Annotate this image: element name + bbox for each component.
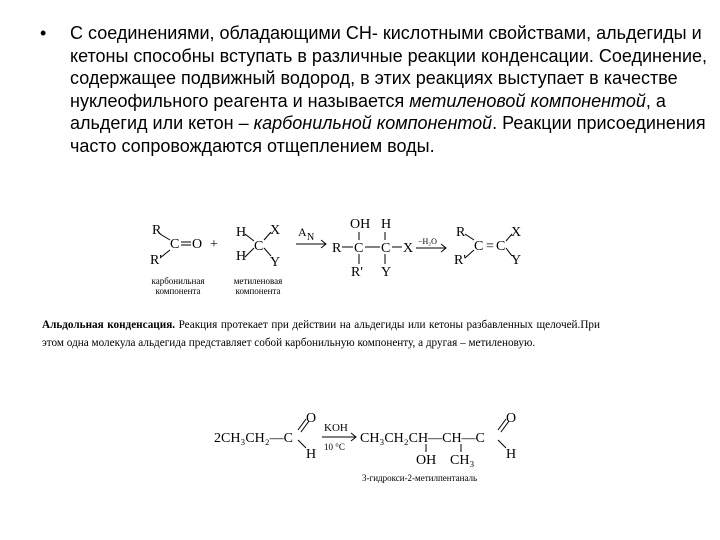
aldol-paragraph: [42, 316, 600, 352]
methylene-y: Y: [270, 255, 281, 270]
intermediate-oh: OH: [350, 217, 371, 232]
intro-text-1: С соединениями, обладающими СН- кислотными свойствами, альдегиды и кетоны способны вступать в различные реакции конденсации. Соединение, содержащее подвижный водород, в этих реакциях выступает в качестве нуклеофильного реагента и называется: [70, 23, 708, 111]
reactant-o: O: [306, 411, 317, 426]
methylene-label-line2: компонента: [235, 286, 281, 296]
methylene-h1: H: [236, 225, 247, 240]
product-formula: CH₃CH₂CH—CH—C: [360, 431, 485, 446]
condensation-scheme: [140, 208, 560, 304]
carbonyl-r-prime: R': [150, 253, 162, 268]
intermediate-r-prime: R': [351, 265, 363, 280]
carbonyl-o: O: [192, 237, 203, 252]
methylene-label-line1: метиленовая: [233, 276, 283, 286]
product-o: O: [506, 411, 517, 426]
product-name: 3-гидрокси-2-метилпентаналь: [362, 473, 478, 483]
intro-text-2: , а альдегид или кетон –: [70, 90, 666, 133]
product-r-prime: R': [454, 253, 466, 268]
carbonyl-r: R: [152, 223, 162, 238]
term-methylene-component: метиленовой компонентой: [409, 90, 646, 111]
product-c1: C: [474, 239, 484, 254]
intermediate-h: H: [381, 217, 392, 232]
product-y: Y: [511, 253, 522, 268]
term-carbonyl-component: карбонильной компонентой: [253, 113, 493, 133]
arrow-label-sub: N: [307, 232, 315, 243]
product-x: X: [511, 225, 522, 240]
methylene-x: X: [270, 223, 281, 238]
reagent-koh: KOH: [324, 422, 348, 434]
product-r: R: [456, 225, 466, 240]
bullet: •: [40, 23, 47, 43]
arrow-label: A: [298, 225, 307, 239]
product-ch3: CH₃: [450, 453, 475, 468]
intermediate-r: R: [332, 241, 342, 256]
intermediate-c2: C: [381, 241, 391, 256]
reactant-h: H: [306, 447, 317, 462]
reactant-formula: 2CH₃CH₂—C: [214, 431, 293, 446]
aldol-title: Альдольная конденсация.: [42, 319, 176, 331]
product-c2: C: [496, 239, 506, 254]
product-h: H: [506, 447, 517, 462]
methylene-c: C: [254, 239, 264, 254]
aldol-scheme: [210, 404, 550, 488]
intro-paragraph: [70, 22, 710, 157]
water-elimination-label: −H₂O: [418, 237, 437, 246]
plus-sign: +: [210, 237, 218, 252]
intro-text-3: . Реакции присоединения часто сопровождаются отщеплением воды.: [70, 113, 706, 156]
carbonyl-label-line2: компонента: [155, 286, 201, 296]
intermediate-y: Y: [381, 265, 392, 280]
carbonyl-c: C: [170, 237, 180, 252]
intermediate-x: X: [403, 241, 414, 256]
aldol-body: Реакция протекает при действии на альдегиды или кетоны разбавленных щелочей.При этом одна молекула альдегида представляет собой карбонильную компоненту, а другая – метиленовую.: [42, 319, 600, 349]
carbonyl-label-line1: карбонильная: [151, 276, 205, 286]
intermediate-c1: C: [354, 241, 364, 256]
methylene-h2: H: [236, 249, 247, 264]
product-double-bond: =: [486, 239, 494, 254]
reagent-temperature: 10 °C: [324, 442, 345, 452]
product-oh: OH: [416, 453, 437, 468]
